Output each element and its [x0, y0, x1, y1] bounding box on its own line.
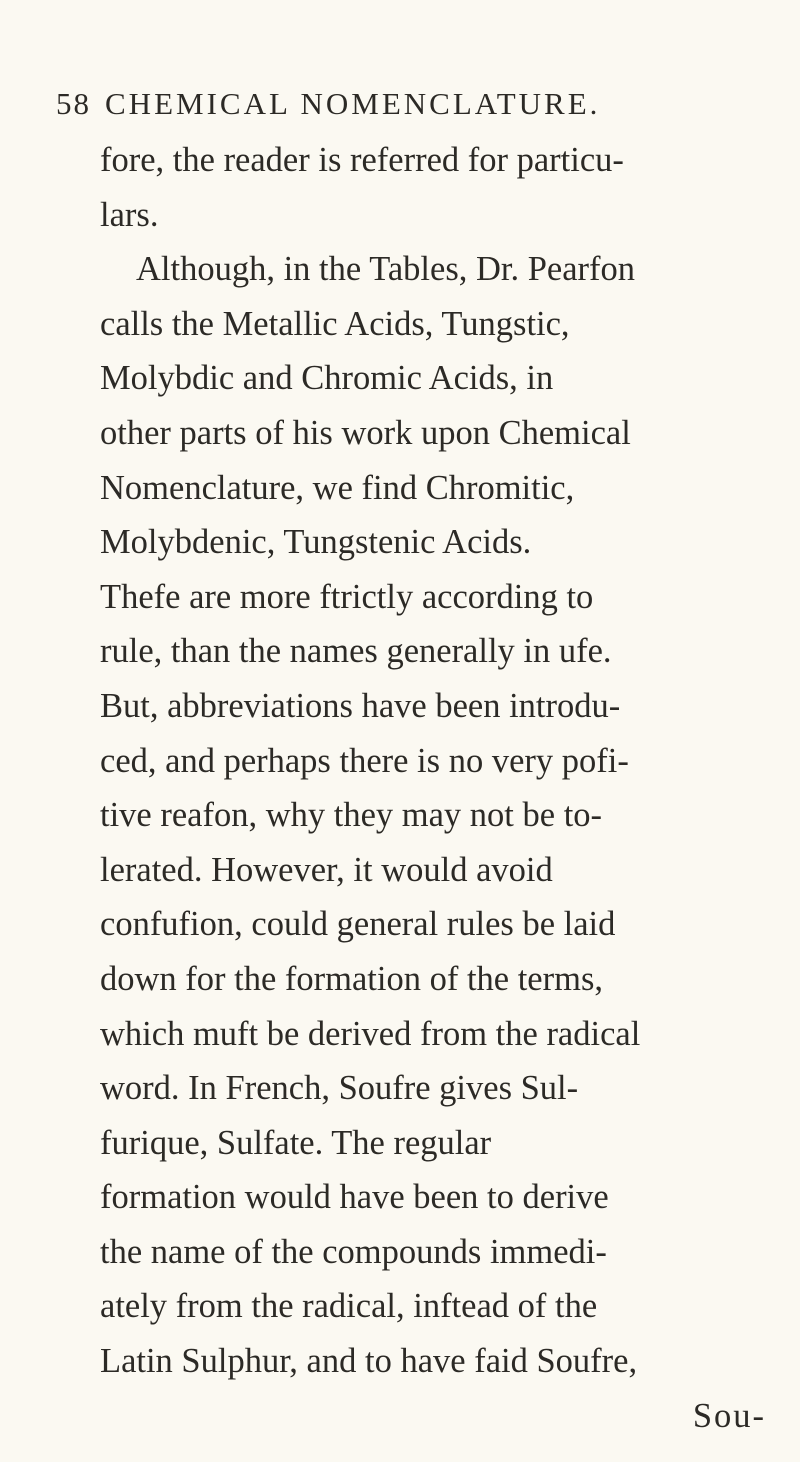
text-line: rule, than the names generally in ufe. [100, 632, 612, 671]
text-line: word. In French, Soufre gives Sul- [100, 1069, 579, 1108]
body-text [100, 133, 790, 1443]
text-line: which muft be derived from the radical [100, 1014, 641, 1053]
text-line: ately from the radical, inftead of the [100, 1287, 598, 1326]
text-line: lars. [100, 195, 159, 234]
text-line: But, abbreviations have been introdu- [100, 686, 621, 725]
text-line: Molybdenic, Tungstenic Acids. [100, 523, 532, 562]
page-header [56, 86, 756, 126]
text-line: lerated. However, it would avoid [100, 850, 553, 889]
text-line: the name of the compounds immedi- [100, 1232, 607, 1271]
page-number: 58 [56, 86, 91, 121]
text-line: Molybdic and Chromic Acids, in [100, 359, 554, 398]
text-line: ced, and perhaps there is no very pofi- [100, 741, 629, 780]
paragraph-first-line: Although, in the Tables, Dr. Pearfon [136, 250, 636, 289]
text-line: Latin Sulphur, and to have faid Soufre, [100, 1342, 638, 1381]
text-line: tive reafon, why they may not be to- [100, 796, 603, 835]
text-line: down for the formation of the terms, [100, 959, 603, 998]
text-line: fore, the reader is referred for particu- [100, 141, 624, 179]
catchword: Sou- [692, 1396, 766, 1435]
running-title: CHEMICAL NOMENCLATURE. [105, 86, 601, 121]
text-line: confufion, could general rules be laid [100, 905, 616, 944]
text-line: Nomenclature, we find Chromitic, [100, 468, 575, 507]
text-line: calls the Metallic Acids, Tungstic, [100, 304, 570, 343]
text-line: other parts of his work upon Chemical [100, 413, 631, 452]
text-line: formation would have been to derive [100, 1178, 609, 1217]
text-line: Thefe are more ftrictly according to [100, 577, 594, 616]
text-line: furique, Sulfate. The regular [100, 1123, 492, 1162]
